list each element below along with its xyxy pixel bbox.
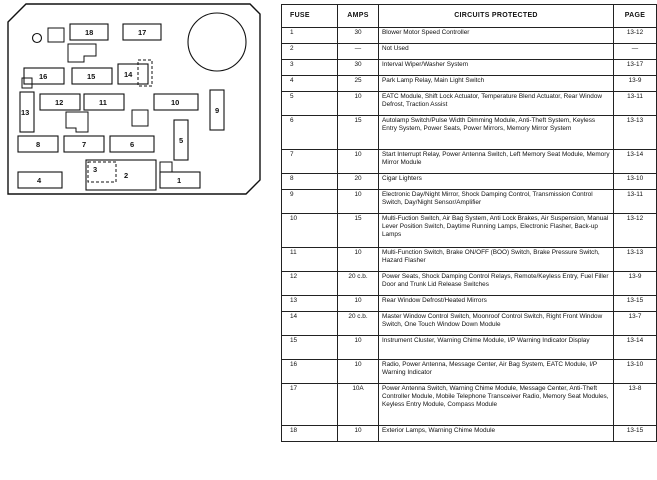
- page-cell: 13-11: [614, 92, 657, 116]
- circuits-cell: Autolamp Switch/Pulse Width Dimming Module, Anti-Theft System, Keyless Entry System, Power Seats, Power Mirrors, Memory Mirror System: [379, 116, 614, 150]
- fuse-4-label: 4: [37, 176, 42, 185]
- page-cell: 13-13: [614, 248, 657, 272]
- fuse-5-label: 5: [179, 136, 184, 145]
- fuse-cell: 12: [282, 272, 338, 296]
- table-row: [282, 426, 657, 442]
- circuits-cell: Multi-Function Switch, Brake ON/OFF (BOO) Switch, Brake Pressure Switch, Hazard Flasher: [379, 248, 614, 272]
- fuse-cell: 4: [282, 76, 338, 92]
- fuse-12-label: 12: [55, 98, 64, 107]
- table-row: [282, 190, 657, 214]
- amps-cell: 10: [338, 336, 379, 360]
- panel-mount-hole: [33, 34, 42, 43]
- header-circuits: CIRCUITS PROTECTED: [379, 5, 614, 28]
- table-row: [282, 44, 657, 60]
- table-body: [282, 28, 657, 442]
- fuse-cell: 10: [282, 214, 338, 248]
- fuse-cell: 9: [282, 190, 338, 214]
- circuits-cell: Multi-Fuction Switch, Air Bag System, Anti Lock Brakes, Air Suspension, Manual Lever Position Switch, Daytime Running Lamps, Electronic Flasher, Back-up Lamps: [379, 214, 614, 248]
- circuits-cell: Cigar Lighters: [379, 174, 614, 190]
- header-page: PAGE: [614, 5, 657, 28]
- fuse-8-label: 8: [36, 140, 41, 149]
- page-cell: 13-12: [614, 28, 657, 44]
- table-row: [282, 360, 657, 384]
- amps-cell: 10: [338, 248, 379, 272]
- table-row: [282, 312, 657, 336]
- amps-cell: 10: [338, 296, 379, 312]
- fuse-9-label: 9: [215, 106, 220, 115]
- page-cell: 13-7: [614, 312, 657, 336]
- table-row: [282, 214, 657, 248]
- fuse-13-label: 13: [21, 108, 30, 117]
- circuits-cell: Not Used: [379, 44, 614, 60]
- fuse-cell: 7: [282, 150, 338, 174]
- page-cell: 13-15: [614, 426, 657, 442]
- header-amps: AMPS: [338, 5, 379, 28]
- amps-cell: 10: [338, 150, 379, 174]
- table-row: [282, 28, 657, 44]
- table-row: [282, 150, 657, 174]
- fuse-1-label: 1: [177, 176, 182, 185]
- page-cell: —: [614, 44, 657, 60]
- circuits-cell: Master Window Control Switch, Moonroof Control Switch, Right Front Window Switch, One Touch Window Down Module: [379, 312, 614, 336]
- fuse-cell: 11: [282, 248, 338, 272]
- fuse-14-label: 14: [124, 70, 133, 79]
- fuse-cell: 18: [282, 426, 338, 442]
- fuse-panel-outline: [8, 4, 260, 194]
- table-row: [282, 174, 657, 190]
- amps-cell: 20: [338, 174, 379, 190]
- connector-lower-right: [160, 162, 172, 172]
- table-row: [282, 60, 657, 76]
- amps-cell: 10: [338, 92, 379, 116]
- table-row: [282, 384, 657, 426]
- page-cell: 13-9: [614, 76, 657, 92]
- circuits-cell: Radio, Power Antenna, Message Center, Air Bag System, EATC Module, I/P Warning Indicator: [379, 360, 614, 384]
- circuits-cell: Electronic Day/Night Mirror, Shock Damping Control, Transmission Control Switch, Day/Night Sensor/Amplifier: [379, 190, 614, 214]
- fuse-15-label: 15: [87, 72, 96, 81]
- fuse-6-label: 6: [130, 140, 135, 149]
- table-header-row: [282, 5, 657, 28]
- fuse-7-label: 7: [82, 140, 87, 149]
- amps-cell: 20 c.b.: [338, 272, 379, 296]
- table-row: [282, 336, 657, 360]
- relay-outline: [68, 44, 96, 62]
- fuse-cell: 17: [282, 384, 338, 426]
- circuits-cell: Interval Wiper/Washer System: [379, 60, 614, 76]
- page-cell: 13-11: [614, 190, 657, 214]
- fuse-17-label: 17: [138, 28, 147, 37]
- amps-cell: 25: [338, 76, 379, 92]
- fuse-cell: 2: [282, 44, 338, 60]
- page-cell: 13-13: [614, 116, 657, 150]
- circuits-cell: EATC Module, Shift Lock Actuator, Temperature Blend Actuator, Rear Window Defrost, Traction Assist: [379, 92, 614, 116]
- table-row: [282, 76, 657, 92]
- page-cell: 13-9: [614, 272, 657, 296]
- fuse-10-label: 10: [171, 98, 180, 107]
- circuits-cell: Park Lamp Relay, Main Light Switch: [379, 76, 614, 92]
- amps-cell: 15: [338, 214, 379, 248]
- page-cell: 13-8: [614, 384, 657, 426]
- page-cell: 13-14: [614, 150, 657, 174]
- table-row: [282, 92, 657, 116]
- amps-cell: 30: [338, 28, 379, 44]
- table-row: [282, 296, 657, 312]
- circuits-cell: Instrument Cluster, Warning Chime Module, I/P Warning Indicator Display: [379, 336, 614, 360]
- page-cell: 13-15: [614, 296, 657, 312]
- connector-outline: [48, 28, 64, 42]
- page-cell: 13-14: [614, 336, 657, 360]
- fuse-2-label: 2: [124, 171, 129, 180]
- connector-middle-right: [132, 110, 148, 126]
- fuse-cell: 8: [282, 174, 338, 190]
- amps-cell: 10A: [338, 384, 379, 426]
- amps-cell: 10: [338, 190, 379, 214]
- circuits-cell: Blower Motor Speed Controller: [379, 28, 614, 44]
- table-row: [282, 272, 657, 296]
- fuse-cell: 5: [282, 92, 338, 116]
- fuse-14-slot: [118, 64, 148, 84]
- table-row: [282, 248, 657, 272]
- circuits-cell: Power Antenna Switch, Warning Chime Module, Message Center, Anti-Theft Controller Module, Mobile Telephone Transceiver Radio, Memory Seat Modules, Keyless Entry Module, Compass Module: [379, 384, 614, 426]
- circuits-cell: Rear Window Defrost/Heated Mirrors: [379, 296, 614, 312]
- page-cell: 13-17: [614, 60, 657, 76]
- fuse-panel-diagram: [0, 0, 275, 200]
- amps-cell: 15: [338, 116, 379, 150]
- fuse-table: [281, 4, 657, 442]
- page-cell: 13-12: [614, 214, 657, 248]
- fuse-cell: 1: [282, 28, 338, 44]
- fuse-18-label: 18: [85, 28, 94, 37]
- flasher-circle: [188, 13, 246, 71]
- circuits-cell: Power Seats, Shock Damping Control Relays, Remote/Keyless Entry, Fuel Filler Door and Trunk Lid Release Switches: [379, 272, 614, 296]
- page-cell: 13-10: [614, 360, 657, 384]
- fuse-cell: 6: [282, 116, 338, 150]
- fuse-16-label: 16: [39, 72, 48, 81]
- fuse-3-label: 3: [93, 165, 98, 174]
- relay-middle: [66, 112, 88, 132]
- amps-cell: —: [338, 44, 379, 60]
- circuits-cell: Start Interrupt Relay, Power Antenna Switch, Left Memory Seat Module, Memory Mirror Module: [379, 150, 614, 174]
- amps-cell: 30: [338, 60, 379, 76]
- fuse-cell: 14: [282, 312, 338, 336]
- fuse-11-label: 11: [99, 98, 107, 107]
- amps-cell: 10: [338, 426, 379, 442]
- table-row: [282, 116, 657, 150]
- page-cell: 13-10: [614, 174, 657, 190]
- fuse-cell: 15: [282, 336, 338, 360]
- header-fuse: FUSE: [282, 5, 338, 28]
- amps-cell: 20 c.b.: [338, 312, 379, 336]
- fuse-cell: 13: [282, 296, 338, 312]
- fuse-cell: 16: [282, 360, 338, 384]
- fuse-cell: 3: [282, 60, 338, 76]
- amps-cell: 10: [338, 360, 379, 384]
- circuits-cell: Exterior Lamps, Warning Chime Module: [379, 426, 614, 442]
